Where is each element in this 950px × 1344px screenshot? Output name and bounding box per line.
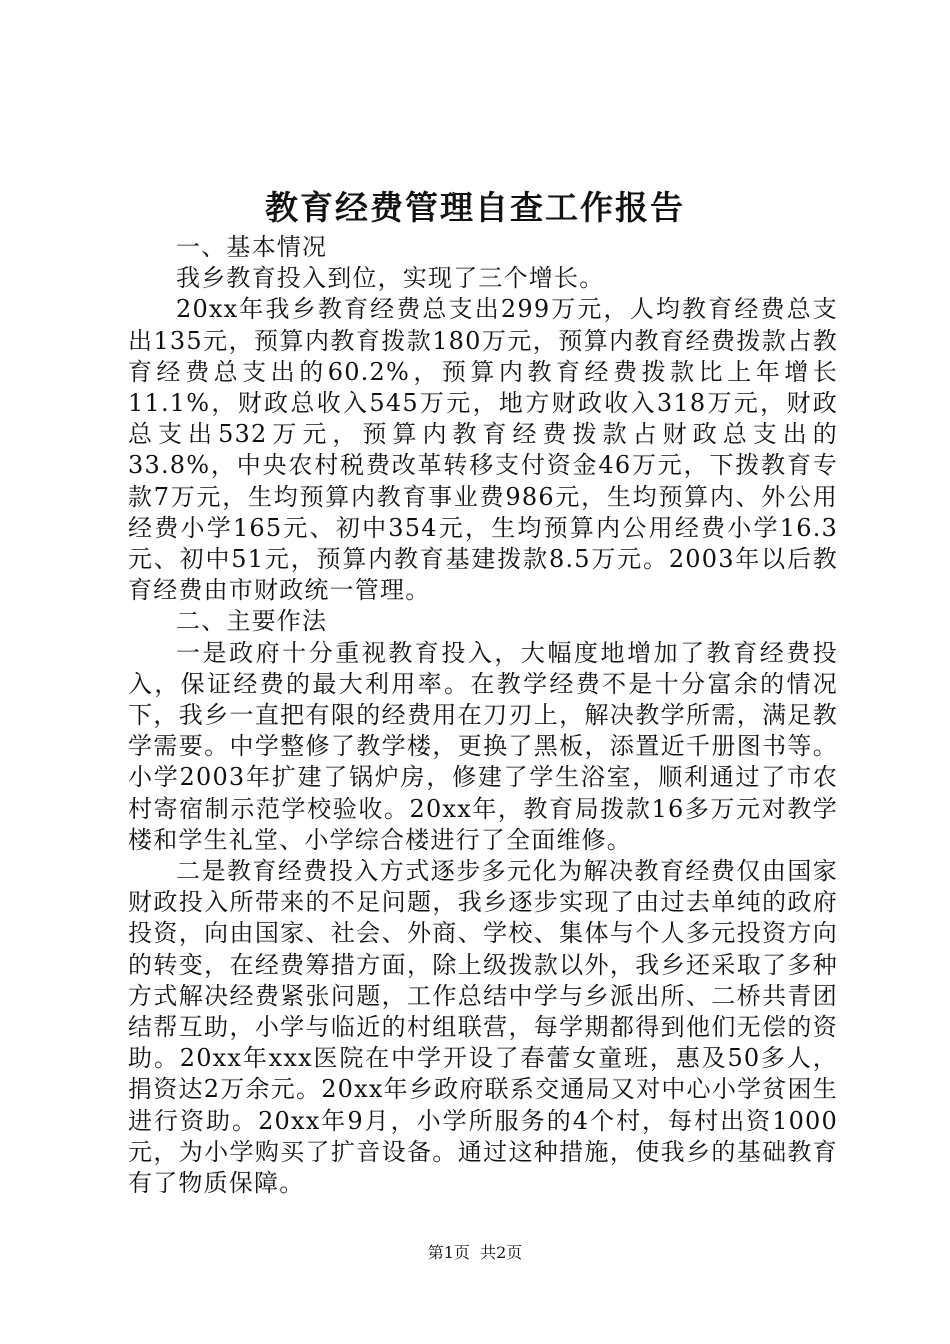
paragraph-summary: 我乡教育投入到位，实现了三个增长。 <box>176 264 605 293</box>
document-title: 教育经费管理自查工作报告 <box>265 188 685 227</box>
paragraph-method-one: 一是政府十分重视教育投入，大幅度地增加了教育经费投入，保证经费的最大利用率。在教学经费不是十分富余的情况下，我乡一直把有限的经费用在刀刃上，解决教学所需，满足教学需要。中学整修了教学楼，更换了黑板，添置近千册图书等。小学2003年扩建了锅炉房，修建了学生浴室，顺利通过了市农村寄宿制示范学校验收。20xx年，教育局拨款16多万元对教学楼和学生礼堂、小学综合楼进行了全面维修。 <box>128 638 838 854</box>
paragraph-method-two: 二是教育经费投入方式逐步多元化为解决教育经费仅由国家财政投入所带来的不足问题，我乡逐步实现了由过去单纯的政府投资，向由国家、社会、外商、学校、集体与个人多元投资方向的转变，在经费筹措方面，除上级拨款以外，我乡还采取了多种方式解决经费紧张问题，工作总结中学与乡派出所、二桥共青团结帮互助，小学与临近的村组联营，每学期都得到他们无偿的资助。20xx年xxx医院在中学开设了春蕾女童班，惠及50多人，捐资达2万余元。20xx年乡政府联系交通局又对中心小学贫困生进行资助。20xx年9月，小学所服务的4个村，每村出资1000元，为小学购买了扩音设备。通过这种措施，使我乡的基础教育有了物质保障。 <box>128 857 838 1198</box>
document-body <box>128 232 838 1199</box>
paragraph-funding-figures: 20xx年我乡教育经费总支出299万元，人均教育经费总支出135元，预算内教育拨款180万元，预算内教育经费拨款占教育经费总支出的60.2%，预算内教育经费拨款比上年增长11.1%，财政总收入545万元，地方财政收入318万元，财政总支出532万元，预算内教育经费拨款占财政总支出的33.8%，中央农村税费改革转移支付资金46万元，下拨教育专款7万元，生均预算内教育事业费986元，生均预算内、外公用经费小学165元、初中354元，生均预算内公用经费小学16.3元、初中51元，预算内教育基建拨款8.5万元。2003年以后教育经费由市财政统一管理。 <box>128 295 838 605</box>
page-total: 共2页 <box>480 1243 523 1262</box>
section-heading-basic: 一、基本情况 <box>176 233 328 261</box>
section-heading-methods: 二、主要作法 <box>176 607 328 636</box>
page-footer <box>0 1241 950 1265</box>
page-number: 第1页 <box>427 1243 470 1262</box>
